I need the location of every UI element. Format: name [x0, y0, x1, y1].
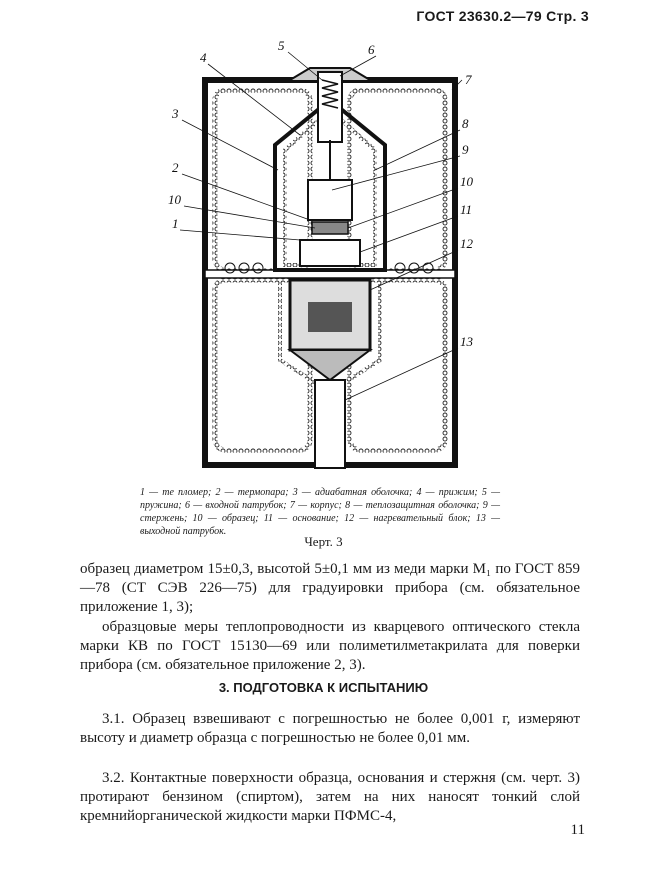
callout-10r: 10: [460, 174, 473, 189]
paragraph-measures: образцовые меры теплопроводности из кварцевого оптического стекла марки КВ по ГОСТ 15130—69 или полиметилметакрилата для поверки прибора (см. обязательное приложение 2, 3).: [80, 619, 580, 673]
coil-upper-left: [215, 90, 310, 270]
figure-legend: 1 — те пломер; 2 — термопара; 3 — адиабатная оболочка; 4 — прижим; 5 — пружина; 6 — входной патрубок; 7 — корпус; 8 — теплозащитная оболочка; 9 — стержень; 10 — образец; 11 — основание; 12 — нагрєвательный блок; 13 — выходной патрубок.: [140, 487, 500, 537]
callout-4: 4: [200, 50, 207, 65]
coil-upper-right: [350, 90, 445, 270]
callout-10: 10: [168, 192, 181, 207]
callout-7: 7: [465, 72, 472, 87]
section-title: 3. ПОДГОТОВКА К ИСПЫТАНИЮ: [218, 680, 429, 695]
page-header: ГОСТ 23630.2—79 Стр. 3: [416, 8, 589, 24]
callout-6: 6: [368, 42, 375, 57]
callout-8: 8: [462, 116, 469, 131]
callout-1: 1: [172, 216, 179, 231]
callout-12: 12: [460, 236, 473, 251]
callout-3: 3: [172, 106, 179, 121]
paragraph-3-2: 3.2. Контактные поверхности образца, основания и стержня (см. черт. 3) протирают бензином (спиртом), затем на них наносят тонкий слой кремнийорганической жидкости марки ПФМС-4,: [80, 770, 580, 824]
callout-5: 5: [278, 40, 285, 53]
sample: [312, 222, 348, 234]
callout-11: 11: [460, 202, 473, 217]
callout-13: 13: [460, 334, 473, 349]
paragraph-3-1: 3.1. Образец взвешивают с погрешностью не более 0,001 г, измеряют высоту и диаметр образца с погрешностью не более 0,01 мм.: [80, 711, 580, 746]
clamp: [308, 180, 352, 220]
figure-caption: Черт. 3: [304, 534, 343, 549]
callout-2: 2: [172, 160, 179, 175]
callout-9: 9: [462, 142, 469, 157]
outlet-pipe: [315, 380, 345, 468]
apparatus-drawing: [160, 40, 490, 480]
paragraph-sample: образец диаметром 15±0,3, высотой 5±0,1 мм из меди марки М₁ по ГОСТ 859—78 (СТ СЭВ 226—75) для градуировки прибора (см. обязательное приложение 1, 3);: [80, 561, 580, 615]
page-number: 11: [570, 822, 585, 838]
base: [300, 240, 360, 266]
